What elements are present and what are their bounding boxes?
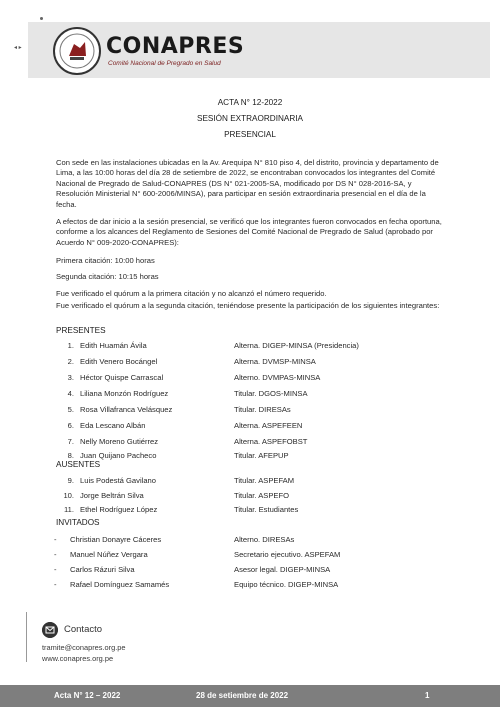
member-name: Nelly Moreno Gutiérrez	[80, 437, 159, 446]
guest-role: Alterno. DIRESAs	[234, 535, 295, 544]
second-call: Segunda citación: 10:15 horas	[56, 272, 159, 281]
member-role: Titular. AFEPUP	[234, 451, 289, 460]
guest-bullet: -	[54, 580, 57, 589]
verification-paragraph: A efectos de dar inicio a la sesión presencial, se verificó que los integrantes fueron convocados en fecha oportuna, conforme a los alcances del Reglamento de Sesiones del Comité Nacional de Pregrado de Salud (aprobado por Acuerdo N° 009-2020-CONAPRES):	[56, 217, 442, 247]
page-number: 1	[425, 691, 430, 700]
contact-email[interactable]: tramite@conapres.org.pe	[42, 643, 126, 652]
logo	[52, 26, 252, 76]
brand-name: CONAPRES	[106, 34, 245, 59]
member-role: Titular. DGOS-MINSA	[234, 389, 308, 398]
member-name: Edith Venero Bocángel	[80, 357, 158, 366]
guest-row	[0, 550, 500, 561]
session-title: SESIÓN EXTRAORDINARIA	[196, 114, 303, 123]
acta-title: ACTA N° 12-2022	[217, 98, 283, 107]
footer-acta: Acta N° 12 – 2022	[54, 691, 121, 700]
member-row	[0, 405, 500, 416]
mail-icon	[42, 622, 58, 638]
guest-name: Manuel Núñez Vergara	[70, 550, 148, 559]
member-number: 6.	[67, 421, 74, 430]
member-row	[0, 421, 500, 432]
ausentes-heading: AUSENTES	[56, 460, 101, 469]
member-number: 8.	[67, 451, 74, 460]
quorum-second: Fue verificado el quórum a la segunda citación, teniéndose presente la participación de los siguientes integrantes:	[56, 301, 440, 310]
guest-name: Carlos Rázuri Silva	[70, 565, 135, 574]
member-row	[0, 341, 500, 352]
member-name: Ethel Rodríguez López	[80, 505, 158, 514]
footer-divider	[26, 612, 27, 662]
member-role: Titular. ASPEFO	[234, 491, 290, 500]
member-number: 10.	[63, 491, 74, 500]
member-number: 5.	[67, 405, 74, 414]
member-role: Alterno. DVMPAS-MINSA	[234, 373, 321, 382]
contact-website[interactable]: www.conapres.org.pe	[42, 654, 114, 663]
guest-role: Asesor legal. DIGEP-MINSA	[234, 565, 331, 574]
member-role: Alterna. DVMSP-MINSA	[234, 357, 316, 366]
member-role: Alterna. ASPEFOBST	[234, 437, 308, 446]
member-row	[0, 389, 500, 400]
member-row	[0, 476, 500, 487]
member-number: 3.	[67, 373, 74, 382]
member-row	[0, 505, 500, 516]
guest-row	[0, 580, 500, 591]
member-name: Edith Huamán Ávila	[80, 341, 147, 350]
member-number: 4.	[67, 389, 74, 398]
invitados-heading: INVITADOS	[56, 518, 100, 527]
guest-row	[0, 565, 500, 576]
member-name: Liliana Monzón Rodríguez	[80, 389, 169, 398]
guest-name: Rafael Domínguez Samamés	[70, 580, 170, 589]
member-number: 7.	[67, 437, 74, 446]
member-row	[0, 357, 500, 368]
member-row	[0, 437, 500, 448]
member-row	[0, 373, 500, 384]
guest-bullet: -	[54, 550, 57, 559]
guest-role: Equipo técnico. DIGEP-MINSA	[234, 580, 339, 589]
first-call: Primera citación: 10:00 horas	[56, 256, 155, 265]
member-name: Juan Quijano Pacheco	[80, 451, 157, 460]
guest-bullet: -	[54, 565, 57, 574]
member-role: Titular. ASPEFAM	[234, 476, 295, 485]
guest-role: Secretario ejecutivo. ASPEFAM	[234, 550, 341, 559]
side-mark: ◂ ▸	[14, 45, 22, 51]
footer-date: 28 de setiembre de 2022	[196, 691, 289, 700]
modality-title: PRESENCIAL	[224, 130, 276, 139]
member-role: Alterna. ASPEFEEN	[234, 421, 303, 430]
member-role: Alterna. DIGEP-MINSA (Presidencia)	[234, 341, 359, 350]
member-name: Héctor Quispe Carrascal	[80, 373, 164, 382]
presentes-heading: PRESENTES	[56, 326, 106, 335]
member-row	[0, 491, 500, 502]
guest-row	[0, 535, 500, 546]
member-name: Luis Podestá Gavilano	[80, 476, 156, 485]
intro-paragraph: Con sede en las instalaciones ubicadas en la Av. Arequipa N° 810 piso 4, del distrito, provincia y departamento de Lima, a las 10:00 horas del día 28 de setiembre de 2022, se encontraban convocados los integrantes del Comité Nacional de Pregrado de Salud-CONAPRES (DS N° 021-2005-SA, modificado por DS N° 028-2016-SA, y Resolución Ministerial N° 600-2006/MINSA), para participar en sesión extraordinaria presencial en el día de la fecha.	[56, 158, 439, 209]
member-number: 11.	[64, 505, 74, 514]
contact-label: Contacto	[64, 624, 103, 635]
scan-mark	[40, 17, 43, 20]
member-number: 2.	[67, 357, 74, 366]
seal-icon	[52, 26, 102, 76]
member-name: Rosa Villafranca Velásquez	[80, 405, 173, 414]
member-number: 9.	[67, 476, 74, 485]
member-role: Titular. Estudiantes	[234, 505, 299, 514]
member-number: 1.	[67, 341, 74, 350]
brand-subtitle: Comité Nacional de Pregrado en Salud	[108, 60, 221, 67]
member-name: Eda Lescano Albán	[80, 421, 146, 430]
guest-bullet: -	[54, 535, 57, 544]
guest-name: Christian Donayre Cáceres	[70, 535, 162, 544]
member-role: Titular. DIRESAs	[234, 405, 291, 414]
quorum-first: Fue verificado el quórum a la primera citación y no alcanzó el número requerido.	[56, 289, 327, 298]
member-name: Jorge Beltrán Silva	[80, 491, 144, 500]
